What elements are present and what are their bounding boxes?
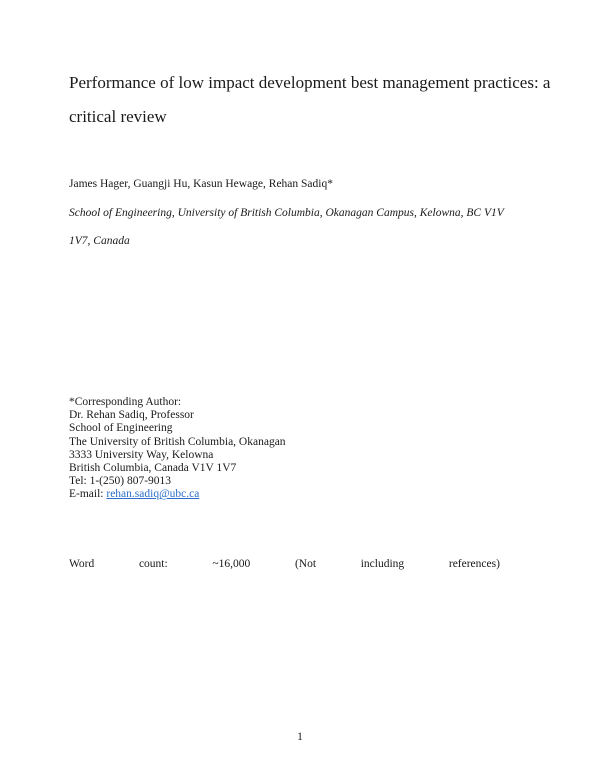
word-count-word: count: [138, 558, 168, 570]
page-number: 1 [297, 731, 303, 743]
word-count-line [69, 558, 500, 570]
affiliation-line-2: 1V7, Canada [69, 235, 130, 247]
paper-title-line-1: Performance of low impact development best management practices: a [69, 73, 551, 92]
paper-title-line-2: critical review [69, 107, 167, 126]
word-count-word: references) [448, 558, 500, 570]
corresponding-tel: Tel: 1-(250) 807-9013 [69, 475, 172, 488]
email-label: E-mail: [69, 488, 107, 501]
word-count-word: ~16,000 [212, 558, 251, 570]
corresponding-email-line [69, 488, 286, 501]
corresponding-region: British Columbia, Canada V1V 1V7 [69, 462, 237, 475]
corresponding-author-block [69, 396, 286, 502]
affiliation-line-1: School of Engineering, University of British Columbia, Okanagan Campus, Kelowna, BC V1V [69, 207, 504, 219]
email-link[interactable]: rehan.sadiq@ubc.ca [106, 488, 200, 501]
word-count-word: (Not [294, 558, 317, 570]
corresponding-university: The University of British Columbia, Okanagan [69, 435, 286, 448]
corresponding-street: 3333 University Way, Kelowna [69, 448, 214, 461]
corresponding-name: Dr. Rehan Sadiq, Professor [69, 409, 194, 422]
corresponding-heading: *Corresponding Author: [69, 396, 182, 408]
author-list: James Hager, Guangji Hu, Kasun Hewage, Rehan Sadiq* [69, 178, 333, 190]
word-count-word: including [360, 558, 405, 570]
corresponding-department: School of Engineering [69, 422, 173, 435]
word-count-word: Word [69, 558, 95, 570]
